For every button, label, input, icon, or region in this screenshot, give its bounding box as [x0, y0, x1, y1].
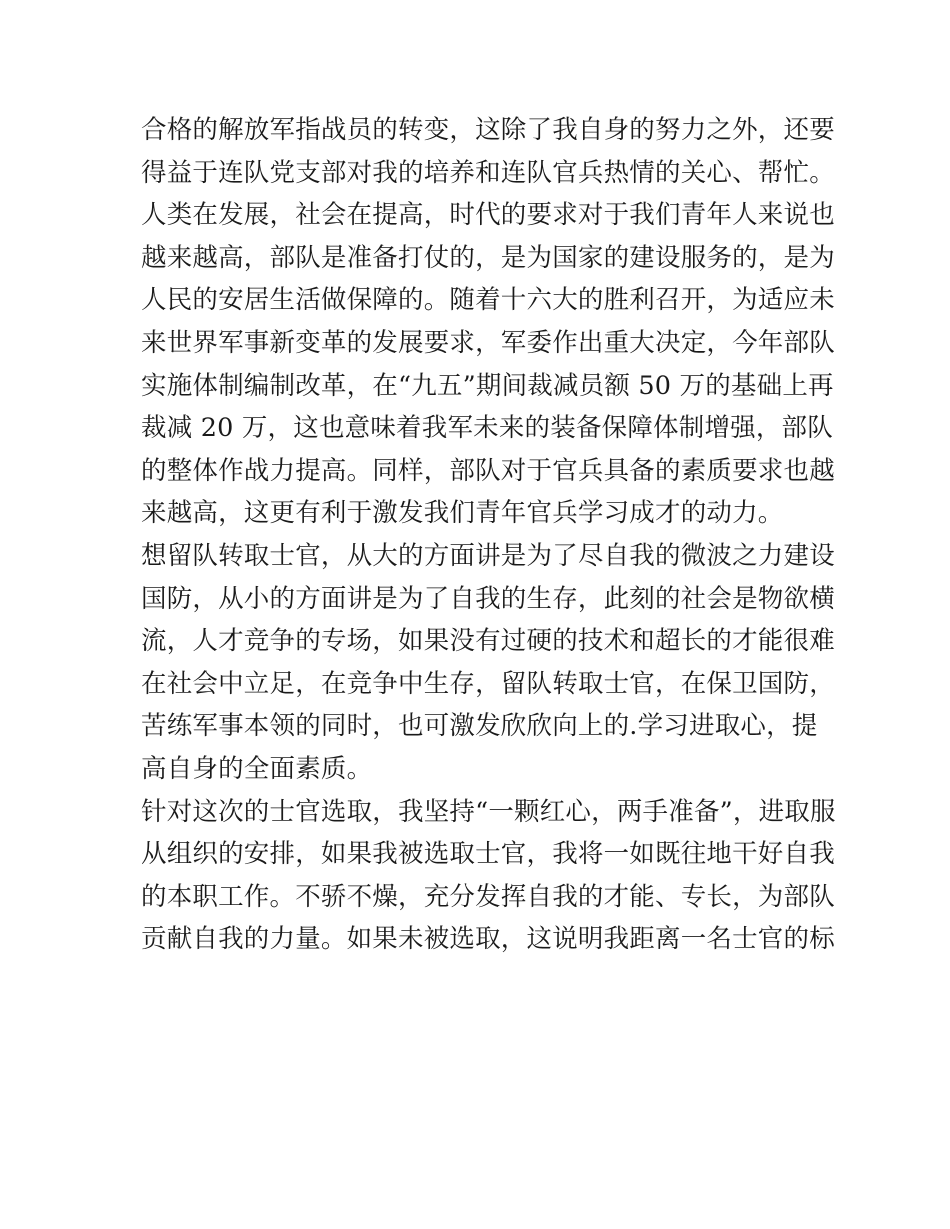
text-line: 人民的安居生活做保障的。随着十六大的胜利召开，为适应未: [141, 285, 835, 316]
text-line: 从组织的安排，如果我被选取士官，我将一如既往地干好自我: [141, 839, 835, 870]
text-line: 实施体制编制改革，在“九五”期间裁减员额 50 万的基础上再: [141, 370, 834, 401]
text-line: 合格的解放军指战员的转变，这除了我自身的努力之外，还要: [141, 115, 835, 145]
text-line: 来世界军事新变革的发展要求，军委作出重大决定，今年部队: [141, 327, 835, 358]
text-line: 在社会中立足，在竞争中生存，留队转取士官，在保卫国防，: [141, 668, 835, 699]
text-line: 人类在发展，社会在提高，时代的要求对于我们青年人来说也: [141, 200, 835, 231]
text-line: 来越高，这更有利于激发我们青年官兵学习成才的动力。: [141, 498, 784, 529]
text-line: 越来越高，部队是准备打仗的，是为国家的建设服务的，是为: [141, 242, 835, 273]
paragraph: [141, 791, 836, 961]
paragraph: [141, 109, 835, 194]
text-line: 高自身的全面素质。: [141, 753, 373, 784]
text-line: 国防，从小的方面讲是为了自我的生存，此刻的社会是物欲横: [141, 583, 835, 614]
text-line: 得益于连队党支部对我的培养和连队官兵热情的关心、帮忙。: [141, 157, 835, 188]
text-line: 裁减 20 万，这也意味着我军未来的装备保障体制增强，部队: [141, 413, 833, 444]
text-line: 流，人才竞争的专场，如果没有过硬的技术和超长的才能很难: [141, 626, 835, 657]
document-body: [141, 109, 836, 961]
text-line: 针对这次的士官选取，我坚持“一颗红心，两手准备”，进取服: [141, 796, 836, 827]
text-line: 想留队转取士官，从大的方面讲是为了尽自我的微波之力建设: [141, 540, 835, 571]
text-line: 的整体作战力提高。同样，部队对于官兵具备的素质要求也越: [141, 455, 835, 486]
paragraph: [141, 194, 835, 535]
text-line: 贡献自我的力量。如果未被选取，这说明我距离一名士官的标: [141, 924, 835, 955]
paragraph: [141, 535, 835, 791]
text-line: 苦练军事本领的同时，也可激发欣欣向上的.学习进取心，提: [141, 711, 818, 742]
text-line: 的本职工作。不骄不燥，充分发挥自我的才能、专长，为部队: [141, 881, 835, 912]
